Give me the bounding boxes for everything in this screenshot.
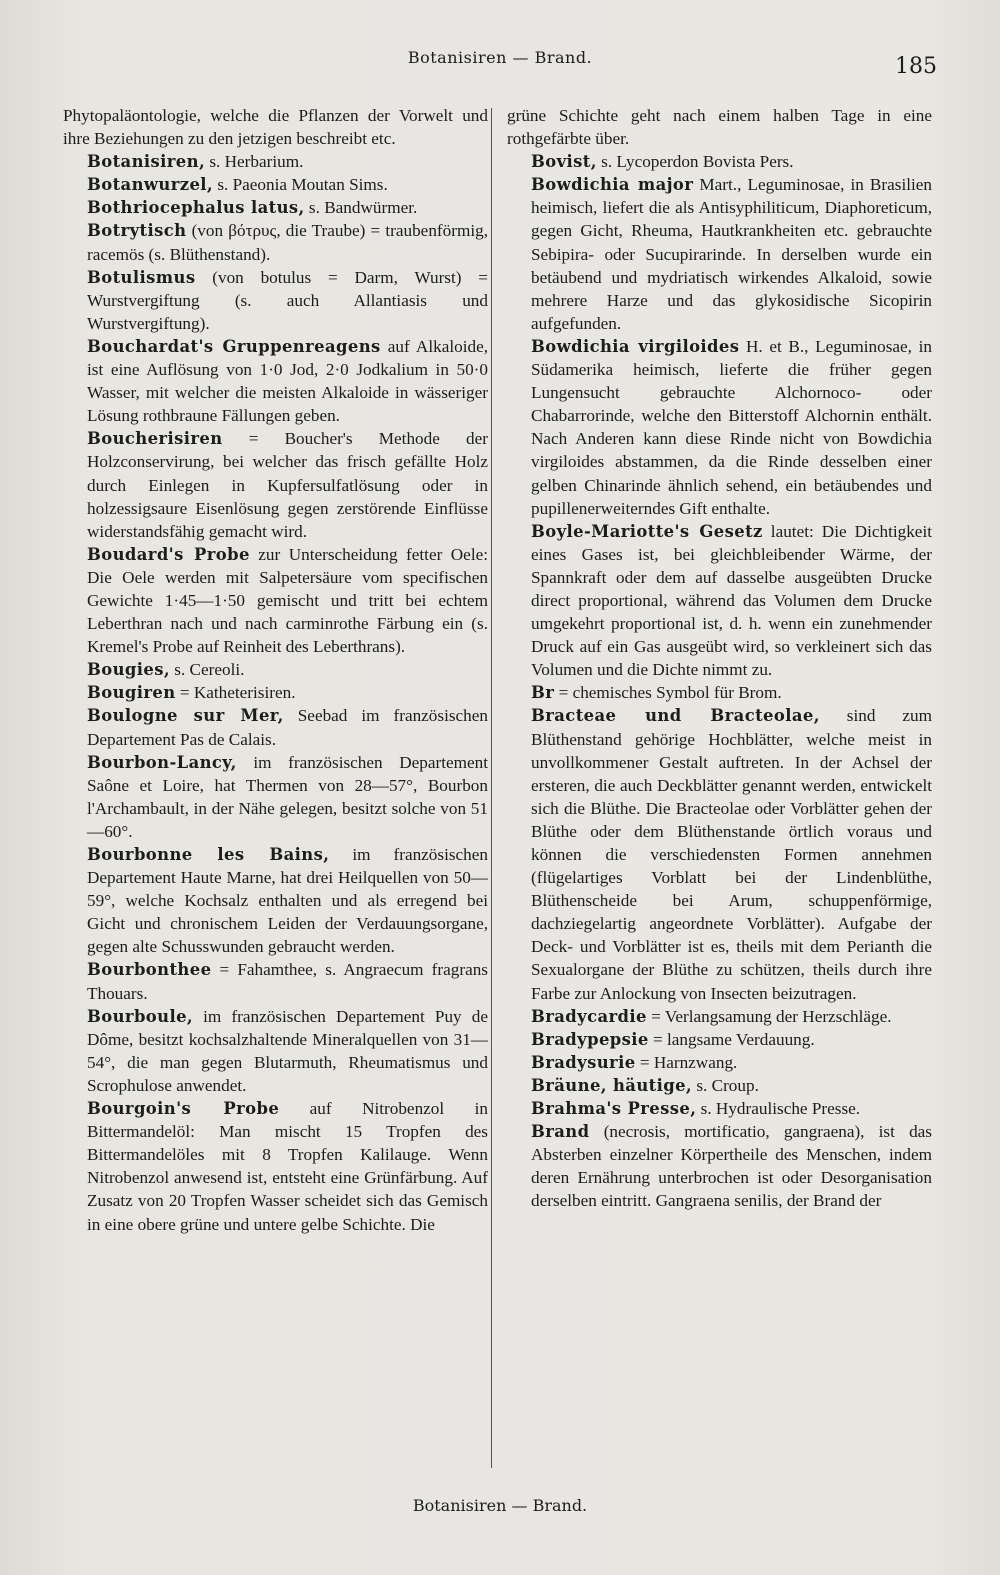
entry-text: lautet: Die Dichtigkeit eines Gases ist, bei gleichbleibender Wärme, der Spannkraft oder dem auf dasselbe ausgeübten Drucke direct proportional, während das Volumen dem Drucke umgekehrt proportional ist, d. h. wenn ein zunehmender Druck auf ein Gas ausgeübt wird, so verkleinert sich das Volumen und die Dichte nimmt zu.	[531, 521, 932, 680]
dictionary-entry	[63, 543, 488, 658]
entry-headword: Bradycardie	[531, 1006, 647, 1026]
dictionary-entry	[63, 173, 488, 196]
entry-text: auf Nitrobenzol in Bittermandelöl: Man mischt 15 Tropfen des Bittermandelöles mit 8 Tropfen Kalilauge. Wenn Nitrobenzol anwesend ist, entsteht eine Grünfärbung. Auf Zusatz von 20 Tropfen Wasser scheidet sich das Gemisch in eine obere grüne und untere gelbe Schichte. Die	[87, 1099, 488, 1234]
dictionary-entry	[507, 1120, 932, 1212]
entry-text: = Harnzwang.	[635, 1052, 738, 1072]
dictionary-entry	[507, 150, 932, 173]
entry-text: s. Paeonia Moutan Sims.	[213, 175, 388, 195]
dictionary-entry	[63, 843, 488, 958]
dictionary-entry	[63, 1005, 488, 1097]
entry-headword: Bouchardat's Gruppenreagens	[87, 336, 381, 356]
entry-headword: Br	[531, 683, 555, 703]
dictionary-entry	[63, 704, 488, 750]
dictionary-entry	[507, 1005, 932, 1028]
entry-headword: Bothriocephalus latus,	[87, 198, 305, 218]
dictionary-entry	[63, 335, 488, 427]
right-column	[507, 104, 932, 1213]
dictionary-entry	[507, 335, 932, 520]
entry-headword: Bougies,	[87, 660, 170, 680]
entry-headword: Bracteae und Bracteolae,	[531, 706, 820, 726]
running-foot: Botanisiren — Brand.	[412, 1496, 588, 1515]
dictionary-entry	[507, 173, 932, 335]
entry-headword: Boulogne sur Mer,	[87, 706, 284, 726]
entry-headword: Botulismus	[87, 267, 196, 287]
dictionary-entry	[63, 150, 488, 173]
entry-headword: Bradysurie	[531, 1052, 636, 1072]
entry-headword: Bourbonthee	[87, 960, 212, 980]
entry-headword: Bowdichia virgiloides	[531, 336, 740, 356]
entry-headword: Botrytisch	[87, 221, 187, 241]
dictionary-entry	[63, 219, 488, 265]
entry-text: = Katheterisiren.	[175, 683, 296, 703]
dictionary-entry	[63, 104, 488, 150]
entry-headword: Bourboule,	[87, 1006, 194, 1026]
entry-text: s. Herbarium.	[205, 152, 304, 172]
entry-headword: Brand	[531, 1122, 590, 1142]
entry-headword: Bourgoin's Probe	[87, 1099, 280, 1119]
entry-headword: Bourbon-Lancy,	[87, 752, 237, 772]
dictionary-entry	[507, 681, 932, 704]
entry-text: Phytopaläontologie, welche die Pflanzen der Vorwelt und ihre Beziehungen zu den jetzigen beschreibt etc.	[63, 106, 488, 149]
entry-text: auf Alkaloide, ist eine Auflösung von 1·0 Jod, 2·0 Jodkalium in 50·0 Wasser, mit welcher die meisten Alkaloide in wässeriger Lösung rothbraune Fällungen geben.	[87, 336, 488, 426]
entry-headword: Bougiren	[87, 683, 176, 703]
entry-headword: Bovist,	[531, 152, 597, 172]
entry-text: s. Cereoli.	[169, 660, 245, 680]
dictionary-entry	[507, 704, 932, 1004]
entry-headword: Boyle-Mariotte's Gesetz	[531, 521, 763, 541]
entry-headword: Bowdichia major	[531, 175, 694, 195]
dictionary-entry	[63, 266, 488, 335]
entry-text: = chemisches Symbol für Brom.	[554, 683, 782, 703]
entry-text: s. Croup.	[692, 1075, 759, 1095]
entry-text: s. Lycoperdon Bovista Pers.	[596, 152, 794, 172]
dictionary-entry	[507, 520, 932, 682]
entry-headword: Boudard's Probe	[87, 544, 250, 564]
entry-text: im französischen Departement Puy de Dôme, besitzt kochsalzhaltende Mineralquellen von 31—54°, die man gegen Blutarmuth, Rheumatismus und Scrophulose anwendet.	[87, 1006, 488, 1095]
dictionary-entry	[63, 1097, 488, 1236]
entry-text: s. Bandwürmer.	[304, 198, 418, 218]
entry-text: im französischen Departement Haute Marne, hat drei Heilquellen von 50—59°, welche Kochsalz enthalten und als erregend bei Gicht und chronischem Leiden der Verdauungsorgane, gegen alte Schusswunden gebraucht werden.	[87, 845, 489, 957]
entry-text: sind zum Blüthenstand gehörige Hochblätter, welche meist in unvollkommener Gestalt auftreten. In der Achsel der ersteren, die auch Deckblätter genannt werden, entwickelt sich die Blüthe. Die Bracteolae oder Vorblätter gehen der Blüthe oder dem Blüthenstande örtlich voraus und können die verschiedensten Formen annehmen (flügelartiges Vorblatt bei der Lindenblüthe, Blüthenscheide bei Arum, schuppenförmige, dachziegelartig angeordnete Vorblätter). Aufgabe der Deck- und Vorblätter ist es, theils mit dem Perianth die Sexualorgane der Blüthe zu schützen, theils durch ihre Farbe zur Anlockung von Insecten beizutragen.	[531, 706, 933, 1003]
entry-text: (von botulus = Darm, Wurst) = Wurstvergiftung (s. auch Allantiasis und Wurstvergiftung).	[87, 267, 488, 333]
dictionary-entry	[63, 681, 488, 704]
entry-headword: Bradypepsie	[531, 1029, 649, 1049]
dictionary-entry	[507, 1097, 932, 1120]
entry-headword: Bourbonne les Bains,	[87, 845, 330, 864]
entry-text: zur Unterscheidung fetter Oele: Die Oele werden mit Salpetersäure vom specifischen Gewichte 1·45—1·50 gemischt und tritt bei echtem Leberthran nach und nach carminrothe Färbung ein (s. Kremel's Probe auf Reinheit des Leberthrans).	[87, 544, 488, 657]
dictionary-entry	[507, 104, 932, 150]
entry-headword: Bräune, häutige,	[531, 1075, 693, 1095]
dictionary-entry	[507, 1074, 932, 1097]
entry-text: = langsame Verdauung.	[648, 1029, 815, 1049]
entry-text: Mart., Leguminosae, in Brasilien heimisch, liefert die als Antisyphiliticum, Diaphoreticum, gegen Gicht, Rheuma, Hautkrankheiten etc. gebrauchte Sebipira- oder Sucupirarinde. In derselben wurde ein betäubend und mydriatisch wirkendes Alkaloid, sowie mehrere Harze und das glykosidische Sicopirin aufgefunden.	[531, 175, 932, 333]
entry-text: (von βότρυς, die Traube) = traubenförmig, racemös (s. Blüthenstand).	[87, 221, 488, 264]
dictionary-entry	[63, 427, 488, 542]
entry-headword: Brahma's Presse,	[531, 1099, 697, 1119]
entry-text: grüne Schichte geht nach einem halben Tage in eine rothgefärbte über.	[507, 106, 932, 149]
dictionary-entry	[63, 658, 488, 681]
dictionary-entry	[63, 751, 488, 843]
left-column	[63, 104, 488, 1236]
dictionary-entry	[507, 1028, 932, 1051]
entry-text: H. et B., Leguminosae, in Südamerika heimisch, lieferte die früher gegen Lungensucht gebrauchte Alchornoco- oder Chabarrorinde, welche den Bitterstoff Alchornin enthält. Nach Anderen kann diese Rinde nicht von Bowdichia virgiloides abstammen, da die Rinde desselben einer gelben Chinarinde ähnlich sehend, ein betäubendes und pupillenerweiterndes Gift enthalte.	[531, 336, 932, 518]
entry-text: = Boucher's Methode der Holzconservirung, bei welcher das frisch gefällte Holz durch Einlegen in Kupfersulfatlösung oder in holzessigsaure Eisenlösung gegen zerstörende Einflüsse widerstandsfähig gemacht wird.	[87, 429, 488, 541]
entry-text: (necrosis, mortificatio, gangraena), ist das Absterben einzelner Körpertheile des Menschen, indem deren Ernährung unterbrochen ist oder Desorganisation derselben eintritt. Gangraena senilis, der Brand der	[531, 1122, 932, 1211]
entry-headword: Boucherisiren	[87, 429, 223, 449]
page-number: 185	[895, 54, 937, 79]
running-head: Botanisiren — Brand.	[407, 48, 593, 67]
entry-headword: Botanisiren,	[87, 152, 206, 172]
dictionary-entry	[63, 958, 488, 1004]
dictionary-entry	[63, 196, 488, 219]
entry-text: s. Hydraulische Presse.	[696, 1099, 861, 1119]
dictionary-entry	[507, 1051, 932, 1074]
column-divider	[491, 108, 492, 1468]
entry-headword: Botanwurzel,	[87, 175, 214, 195]
entry-text: = Verlangsamung der Herzschläge.	[646, 1006, 892, 1026]
entry-text: = Fahamthee, s. Angraecum fragrans Thouars.	[87, 960, 488, 1003]
entry-text: Seebad im französischen Departement Pas de Calais.	[87, 706, 488, 749]
entry-text: im französischen Departement Saône et Loire, hat Thermen von 28—57°, Bourbon l'Archambault, in der Nähe gelegen, besitzt solche von 51—60°.	[87, 752, 488, 841]
